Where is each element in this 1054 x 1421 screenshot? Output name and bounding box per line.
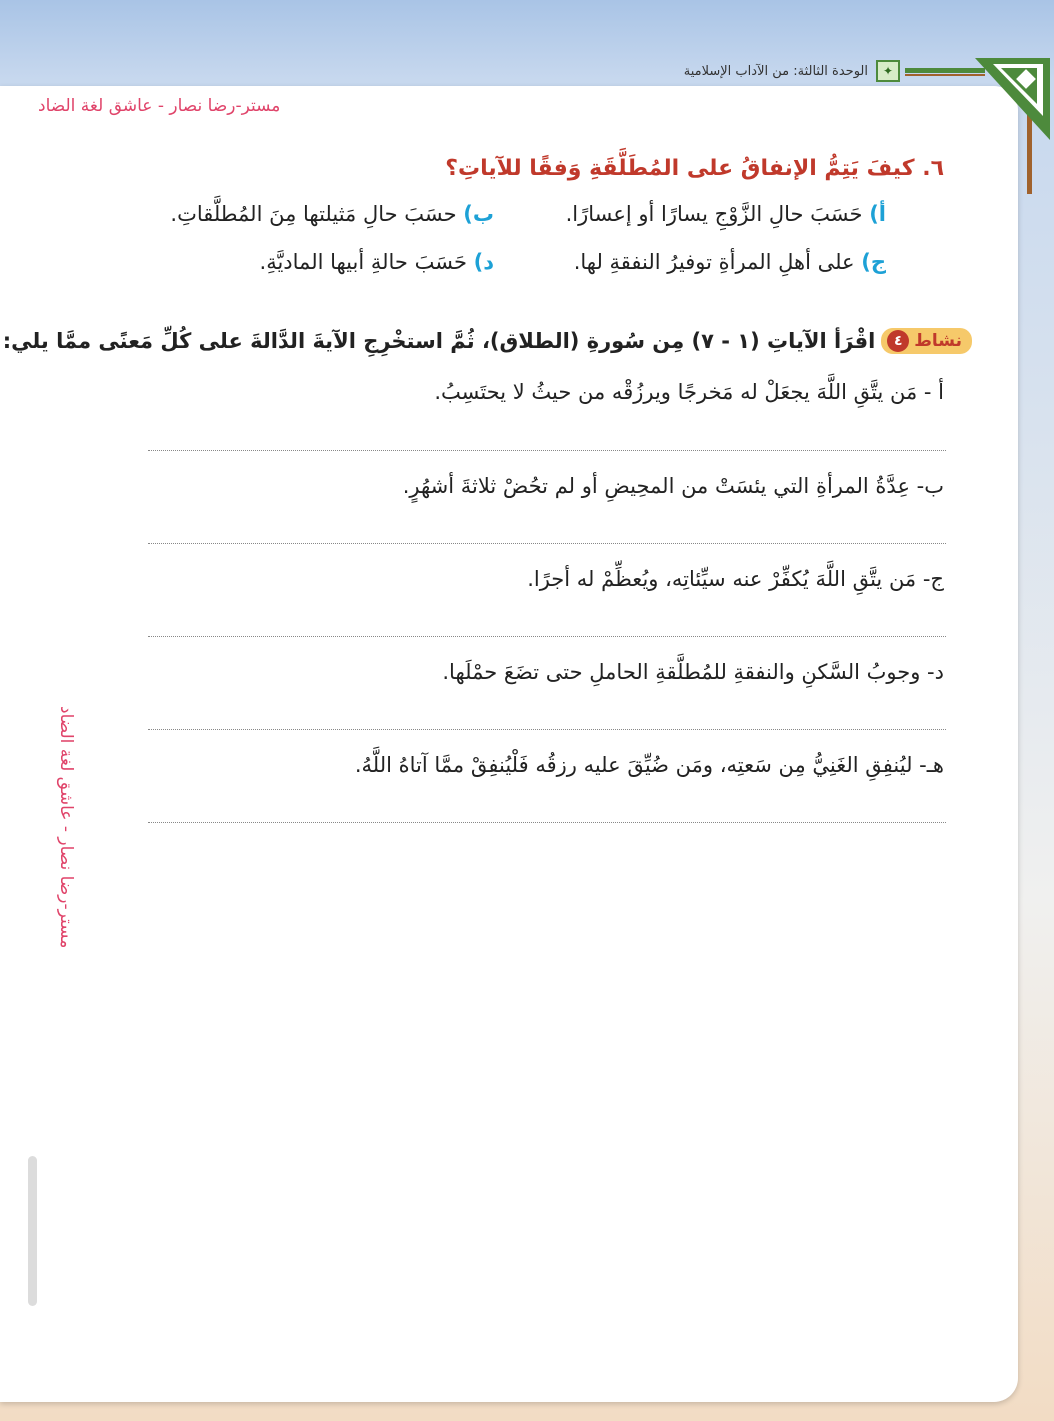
- answer-line-e[interactable]: [148, 822, 946, 823]
- book-emblem-icon: ✦: [876, 60, 900, 82]
- activity-badge-number: ٤: [887, 330, 909, 352]
- activity-item-a: أ - مَن يتَّقِ اللَّهَ يجعَلْ له مَخرجًا ويرزُقْه من حيثُ لا يحتَسِبُ.: [434, 380, 944, 404]
- activity-item-d: د- وجوبُ السَّكنِ والنفقةِ للمُطلَّقةِ الحاملِ حتى تضَعَ حمْلَها.: [442, 660, 944, 684]
- option-letter: د): [473, 250, 494, 274]
- answer-line-a[interactable]: [148, 450, 946, 451]
- option-text: حَسَبَ حالِ الزَّوْجِ يسارًا أو إعسارًا.: [565, 202, 863, 226]
- option-text: حَسَبَ حالةِ أبيها الماديَّةِ.: [259, 250, 467, 274]
- question-6-title: ٦. كيفَ يَتِمُّ الإنفاقُ على المُطَلَّقَةِ وَفقًا للآياتِ؟: [445, 156, 944, 181]
- watermark-top: مستر-رضا نصار - عاشق لغة الضاد: [38, 96, 281, 116]
- unit-label: الوحدة الثالثة: من الآداب الإسلامية: [683, 63, 868, 79]
- unit-header: [640, 56, 900, 86]
- option-a: [566, 202, 886, 226]
- option-text: على أهلِ المرأةِ توفيرُ النفقةِ لها.: [573, 250, 855, 274]
- activity-instruction: اقْرَأ الآياتِ (١ - ٧) مِن سُورةِ (الطلاق)، ثُمَّ استخْرِجِ الآيةَ الدَّالةَ على كُلِّ مَعنًى ممَّا يلي:: [2, 329, 876, 353]
- answer-line-b[interactable]: [148, 543, 946, 544]
- option-c: [574, 250, 886, 274]
- page-sheet: [0, 86, 1018, 1402]
- activity-badge-label: نشاط: [914, 331, 962, 351]
- option-letter: أ): [869, 202, 886, 226]
- answer-line-d[interactable]: [148, 729, 946, 730]
- activity-item-b: ب- عِدَّةُ المرأةِ التي يئسَتْ من المحِيضِ أو لم تحُضْ ثلاثةَ أشهُرٍ.: [402, 474, 944, 498]
- scrollbar-thumb[interactable]: [28, 1156, 37, 1306]
- activity-item-e: هـ- ليُنفِقِ الغَنِيُّ مِن سَعتِه، ومَن ضُيِّقَ عليه رزقُه فَلْيُنفِقْ ممَّا آتاهُ اللَّهُ.: [354, 753, 944, 777]
- activity-badge: [881, 328, 972, 354]
- option-letter: ج): [861, 250, 886, 274]
- activity-item-c: ج- مَن يتَّقِ اللَّهَ يُكفِّرْ عنه سيِّئاتِه، ويُعظِّمْ له أجرًا.: [527, 567, 944, 591]
- activity-instruction-row: [3, 328, 972, 354]
- option-d: [260, 250, 494, 274]
- option-text: حسَبَ حالِ مَثيلتها مِنَ المُطلَّقاتِ.: [170, 202, 457, 226]
- watermark-side: مستر-رضا نصار - عاشق لغة الضاد: [56, 706, 76, 949]
- option-b: [170, 202, 494, 226]
- option-letter: ب): [463, 202, 494, 226]
- answer-line-c[interactable]: [148, 636, 946, 637]
